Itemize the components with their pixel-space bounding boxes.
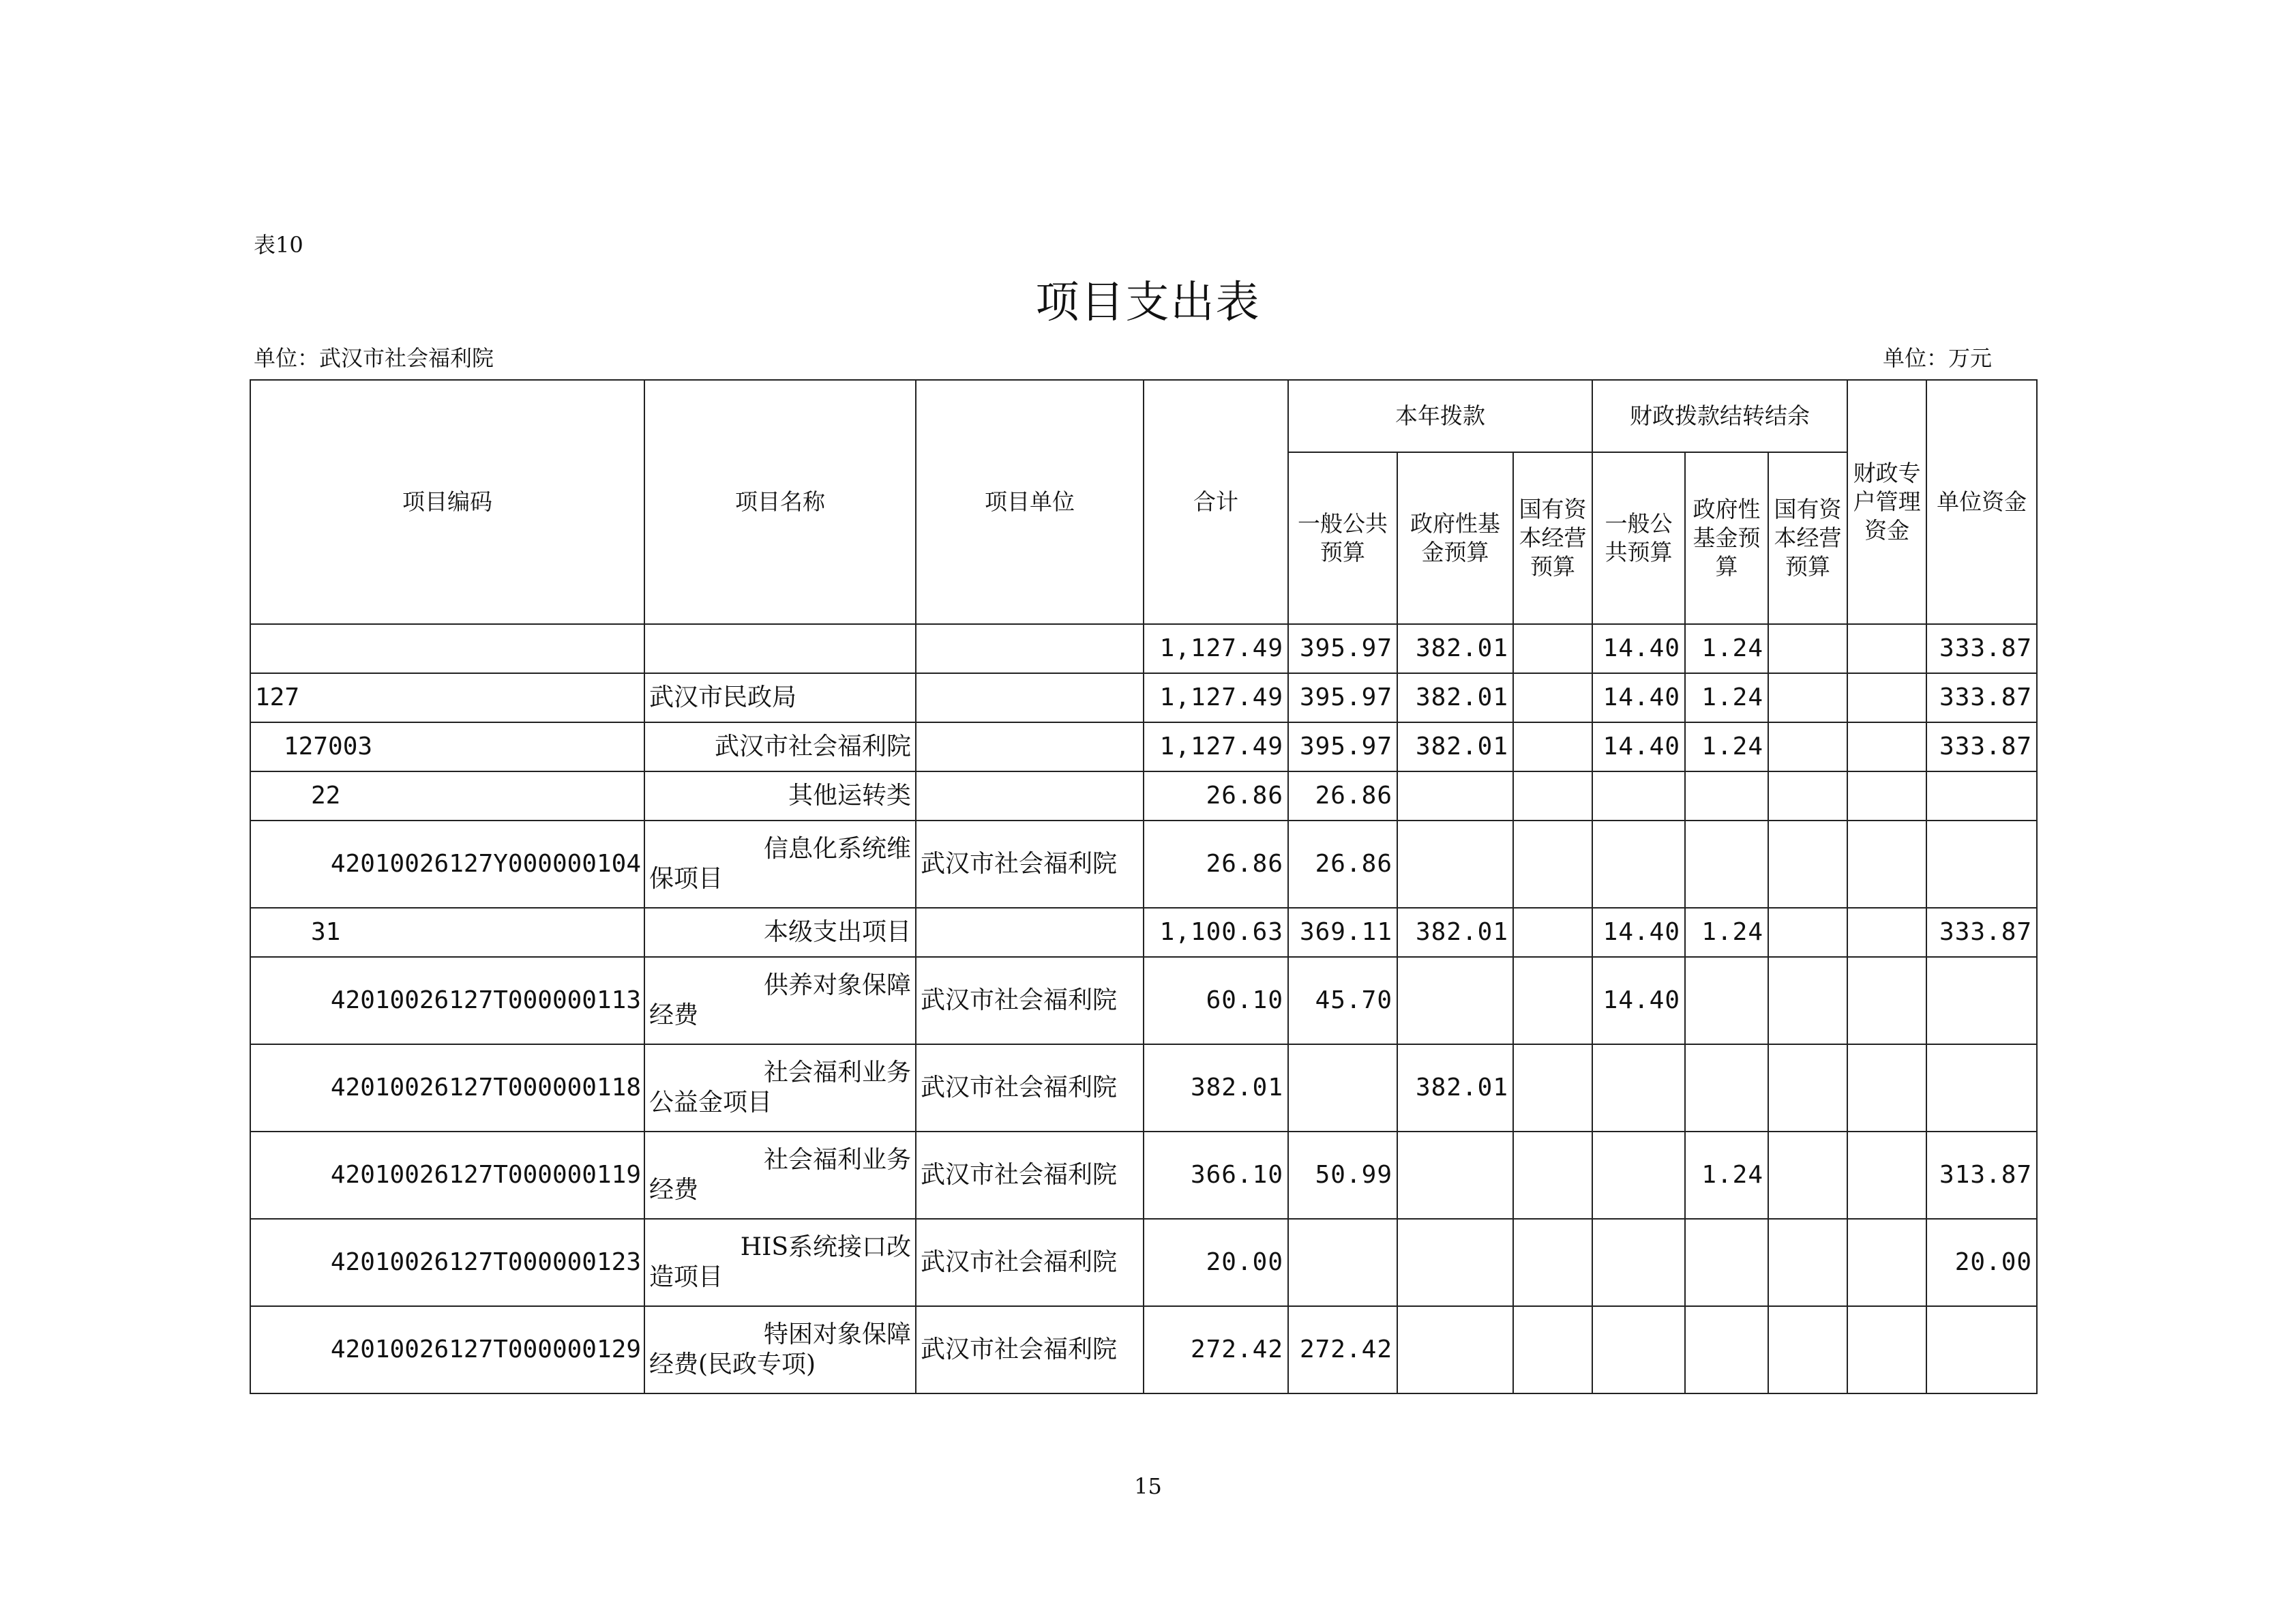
cell-state <box>1513 722 1592 771</box>
header-gov-fund: 政府性基金预算 <box>1397 452 1513 624</box>
cell-total: 366.10 <box>1144 1132 1288 1219</box>
cell-total: 1,127.49 <box>1144 673 1288 722</box>
project-expenditure-table <box>250 379 2038 1394</box>
cell-co-general: 14.40 <box>1592 908 1685 957</box>
cell-co-govfund: 1.24 <box>1685 722 1768 771</box>
cell-general: 395.97 <box>1288 624 1397 673</box>
header-group-current: 本年拨款 <box>1288 380 1592 452</box>
cell-total: 382.01 <box>1144 1044 1288 1132</box>
cell-unit: 武汉市社会福利院 <box>916 957 1144 1044</box>
header-state-capital: 国有资本经营预算 <box>1513 452 1592 624</box>
cell-code: 42010026127T000000118 <box>250 1044 644 1132</box>
cell-co-general <box>1592 771 1685 821</box>
cell-co-state <box>1768 722 1847 771</box>
cell-co-govfund <box>1685 771 1768 821</box>
header-general-budget: 一般公共预算 <box>1288 452 1397 624</box>
table-row <box>250 673 2037 722</box>
cell-special <box>1847 624 1926 673</box>
cell-special <box>1847 1044 1926 1132</box>
cell-name <box>644 1132 916 1219</box>
cell-special <box>1847 821 1926 908</box>
cell-total: 20.00 <box>1144 1219 1288 1306</box>
cell-general: 369.11 <box>1288 908 1397 957</box>
cell-code: 42010026127T000000119 <box>250 1132 644 1219</box>
cell-special <box>1847 1132 1926 1219</box>
table-row <box>250 1044 2037 1132</box>
cell-special <box>1847 957 1926 1044</box>
cell-co-general: 14.40 <box>1592 673 1685 722</box>
table-row <box>250 821 2037 908</box>
cell-unitfunds: 333.87 <box>1926 673 2037 722</box>
cell-general: 50.99 <box>1288 1132 1397 1219</box>
cell-govfund <box>1397 1132 1513 1219</box>
header-special-account: 财政专户管理资金 <box>1847 380 1926 624</box>
cell-unit <box>916 908 1144 957</box>
cell-general <box>1288 1219 1397 1306</box>
cell-general: 26.86 <box>1288 821 1397 908</box>
cell-co-state <box>1768 1044 1847 1132</box>
cell-name-line2: 经费(民政专项) <box>649 1350 816 1378</box>
table-row <box>250 957 2037 1044</box>
cell-state <box>1513 908 1592 957</box>
cell-general: 26.86 <box>1288 771 1397 821</box>
cell-special <box>1847 673 1926 722</box>
cell-co-govfund <box>1685 1219 1768 1306</box>
cell-state <box>1513 1306 1592 1393</box>
cell-name-line2: 经费 <box>649 1001 699 1029</box>
cell-name <box>644 1044 916 1132</box>
cell-co-general: 14.40 <box>1592 624 1685 673</box>
cell-co-govfund: 1.24 <box>1685 908 1768 957</box>
cell-code: 42010026127T000000113 <box>250 957 644 1044</box>
cell-general <box>1288 1044 1397 1132</box>
cell-govfund <box>1397 1219 1513 1306</box>
cell-co-state <box>1768 1306 1847 1393</box>
header-code: 项目编码 <box>250 380 644 624</box>
header-unit: 项目单位 <box>916 380 1144 624</box>
header-co-gov-fund: 政府性基金预算 <box>1685 452 1768 624</box>
cell-co-govfund: 1.24 <box>1685 1132 1768 1219</box>
table-row <box>250 1306 2037 1393</box>
cell-govfund: 382.01 <box>1397 673 1513 722</box>
cell-name <box>644 957 916 1044</box>
header-co-general: 一般公共预算 <box>1592 452 1685 624</box>
cell-co-govfund <box>1685 957 1768 1044</box>
cell-state <box>1513 1132 1592 1219</box>
cell-co-state <box>1768 1219 1847 1306</box>
cell-code: 31 <box>250 908 644 957</box>
cell-total: 26.86 <box>1144 771 1288 821</box>
cell-unitfunds <box>1926 771 2037 821</box>
cell-name <box>644 1306 916 1393</box>
cell-total: 1,127.49 <box>1144 624 1288 673</box>
cell-general: 272.42 <box>1288 1306 1397 1393</box>
cell-state <box>1513 821 1592 908</box>
cell-unit <box>916 771 1144 821</box>
cell-unit: 武汉市社会福利院 <box>916 1044 1144 1132</box>
cell-govfund: 382.01 <box>1397 722 1513 771</box>
cell-name: 武汉市民政局 <box>644 673 916 722</box>
cell-unitfunds: 333.87 <box>1926 624 2037 673</box>
cell-state <box>1513 957 1592 1044</box>
cell-total: 60.10 <box>1144 957 1288 1044</box>
cell-co-govfund <box>1685 1306 1768 1393</box>
cell-state <box>1513 673 1592 722</box>
cell-name-line2: 公益金项目 <box>649 1089 773 1117</box>
reporting-unit: 单位：武汉市社会福利院 <box>254 345 494 371</box>
cell-special <box>1847 771 1926 821</box>
cell-unit: 武汉市社会福利院 <box>916 1306 1144 1393</box>
cell-name-line2: 造项目 <box>649 1263 724 1291</box>
cell-general: 395.97 <box>1288 673 1397 722</box>
cell-co-state <box>1768 908 1847 957</box>
cell-total: 26.86 <box>1144 821 1288 908</box>
cell-govfund <box>1397 1306 1513 1393</box>
cell-govfund <box>1397 957 1513 1044</box>
cell-name-line2: 保项目 <box>649 865 724 893</box>
cell-co-state <box>1768 673 1847 722</box>
cell-unitfunds: 313.87 <box>1926 1132 2037 1219</box>
cell-govfund: 382.01 <box>1397 1044 1513 1132</box>
cell-unitfunds: 333.87 <box>1926 722 2037 771</box>
header-co-state-capital: 国有资本经营预算 <box>1768 452 1847 624</box>
cell-co-govfund <box>1685 1044 1768 1132</box>
cell-special <box>1847 908 1926 957</box>
cell-unit <box>916 673 1144 722</box>
cell-name-line2: 经费 <box>649 1176 699 1204</box>
cell-unit: 武汉市社会福利院 <box>916 1219 1144 1306</box>
cell-co-state <box>1768 821 1847 908</box>
cell-unit <box>916 624 1144 673</box>
cell-unitfunds: 20.00 <box>1926 1219 2037 1306</box>
cell-name <box>644 1219 916 1306</box>
cell-co-general <box>1592 1306 1685 1393</box>
cell-name: 武汉市社会福利院 <box>644 722 916 771</box>
cell-state <box>1513 624 1592 673</box>
cell-code: 127003 <box>250 722 644 771</box>
cell-govfund <box>1397 821 1513 908</box>
cell-unit: 武汉市社会福利院 <box>916 821 1144 908</box>
cell-co-general <box>1592 821 1685 908</box>
cell-name-line1: 信息化系统维 <box>763 835 911 863</box>
table-row <box>250 624 2037 673</box>
cell-co-general: 14.40 <box>1592 722 1685 771</box>
cell-unitfunds: 333.87 <box>1926 908 2037 957</box>
cell-name: 本级支出项目 <box>644 908 916 957</box>
table-row <box>250 1132 2037 1219</box>
cell-co-state <box>1768 957 1847 1044</box>
cell-special <box>1847 1219 1926 1306</box>
cell-total: 1,127.49 <box>1144 722 1288 771</box>
cell-co-general <box>1592 1044 1685 1132</box>
cell-co-state <box>1768 624 1847 673</box>
cell-code: 42010026127Y000000104 <box>250 821 644 908</box>
cell-unit <box>916 722 1144 771</box>
cell-code: 127 <box>250 673 644 722</box>
cell-co-general <box>1592 1219 1685 1306</box>
cell-code: 22 <box>250 771 644 821</box>
cell-name-line1: 特困对象保障 <box>763 1320 911 1348</box>
page-number: 15 <box>1134 1473 1162 1499</box>
cell-name <box>644 624 916 673</box>
cell-govfund: 382.01 <box>1397 908 1513 957</box>
cell-co-state <box>1768 771 1847 821</box>
cell-govfund: 382.01 <box>1397 624 1513 673</box>
cell-name: 其他运转类 <box>644 771 916 821</box>
cell-name-line1: 社会福利业务 <box>763 1146 911 1174</box>
cell-code: 42010026127T000000129 <box>250 1306 644 1393</box>
header-group-carryover: 财政拨款结转结余 <box>1592 380 1847 452</box>
cell-name <box>644 821 916 908</box>
cell-special <box>1847 1306 1926 1393</box>
cell-co-govfund: 1.24 <box>1685 624 1768 673</box>
cell-unit: 武汉市社会福利院 <box>916 1132 1144 1219</box>
cell-state <box>1513 771 1592 821</box>
page-title: 项目支出表 <box>1035 278 1261 328</box>
cell-co-govfund <box>1685 821 1768 908</box>
cell-unitfunds <box>1926 1306 2037 1393</box>
cell-co-general <box>1592 1132 1685 1219</box>
cell-co-state <box>1768 1132 1847 1219</box>
table-row <box>250 908 2037 957</box>
header-total: 合计 <box>1144 380 1288 624</box>
cell-general: 395.97 <box>1288 722 1397 771</box>
table-row <box>250 771 2037 821</box>
cell-unitfunds <box>1926 1044 2037 1132</box>
cell-co-govfund: 1.24 <box>1685 673 1768 722</box>
cell-code <box>250 624 644 673</box>
table-number: 表10 <box>254 232 303 258</box>
table-row <box>250 722 2037 771</box>
cell-code: 42010026127T000000123 <box>250 1219 644 1306</box>
cell-name-line1: 社会福利业务 <box>763 1059 911 1087</box>
cell-special <box>1847 722 1926 771</box>
cell-govfund <box>1397 771 1513 821</box>
cell-state <box>1513 1044 1592 1132</box>
cell-co-general: 14.40 <box>1592 957 1685 1044</box>
cell-general: 45.70 <box>1288 957 1397 1044</box>
header-unit-funds: 单位资金 <box>1926 380 2037 624</box>
cell-state <box>1513 1219 1592 1306</box>
header-name: 项目名称 <box>644 380 916 624</box>
cell-unitfunds <box>1926 821 2037 908</box>
cell-name-line1: HIS系统接口改 <box>740 1233 911 1261</box>
cell-unitfunds <box>1926 957 2037 1044</box>
cell-name-line1: 供养对象保障 <box>763 971 911 999</box>
table-row <box>250 1219 2037 1306</box>
cell-total: 272.42 <box>1144 1306 1288 1393</box>
currency-unit: 单位：万元 <box>1882 345 1992 371</box>
cell-total: 1,100.63 <box>1144 908 1288 957</box>
